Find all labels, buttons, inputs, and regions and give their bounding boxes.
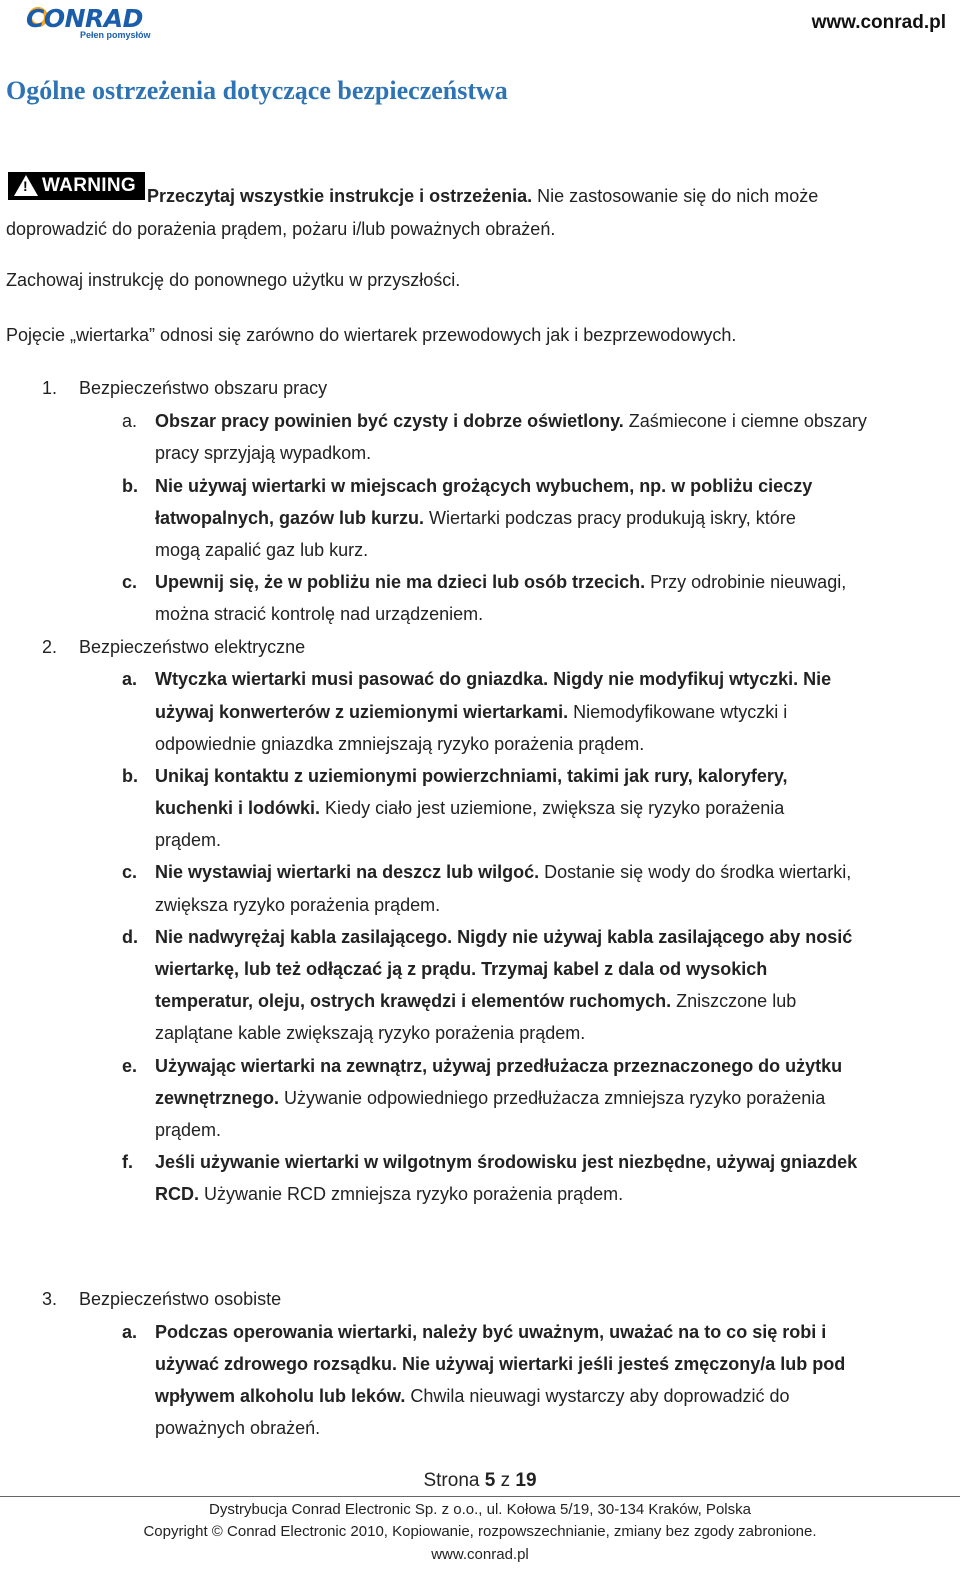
footer-copyright: Copyright © Conrad Electronic 2010, Kopiowanie, rozpowszechnianie, zmiany bez zgody zabronione.	[143, 1523, 817, 1540]
list-item-text: wpływem alkoholu lub leków. Chwila nieuwagi wystarczy aby doprowadzić do	[155, 1386, 790, 1406]
list-item-text: Nie nadwyrężaj kabla zasilającego. Nigdy nie używaj kabla zasilającego aby nosić	[155, 927, 853, 947]
list-item-text: kuchenki i lodówki. Kiedy ciało jest uziemione, zwiększa się ryzyko porażenia	[155, 798, 785, 818]
list-item-text: zewnętrznego. Używanie odpowiedniego przedłużacza zmniejsza ryzyko porażenia	[155, 1088, 826, 1108]
section-heading: Bezpieczeństwo obszaru pracy	[79, 378, 328, 398]
section-number: 2.	[42, 637, 58, 657]
item-letter: c.	[122, 862, 138, 882]
section-number: 3.	[42, 1289, 58, 1309]
item-letter: f.	[122, 1152, 133, 1172]
list-item-text: Wtyczka wiertarki musi pasować do gniazdka. Nigdy nie modyfikuj wtyczki. Nie	[155, 669, 832, 689]
list-item-text: prądem.	[155, 830, 222, 850]
list-item-text: zaplątane kable zwiększają ryzyko porażenia prądem.	[155, 1023, 586, 1043]
list-item-text: pracy sprzyjają wypadkom.	[155, 443, 372, 463]
item-letter: e.	[122, 1056, 138, 1076]
conrad-logo	[22, 4, 151, 40]
list-item-text: Unikaj kontaktu z uziemionymi powierzchniami, takimi jak rury, kaloryfery,	[155, 766, 788, 786]
intro-concept: Pojęcie „wiertarka” odnosi się zarówno do wiertarek przewodowych jak i bezprzewodowych.	[6, 325, 737, 345]
logo-tagline: Pełen pomysłów	[80, 30, 151, 40]
intro-line-1: Przeczytaj wszystkie instrukcje i ostrzeżenia. Nie zastosowanie się do nich może	[147, 186, 819, 206]
list-item-text: poważnych obrażeń.	[155, 1418, 321, 1438]
list-item-text: Używając wiertarki na zewnątrz, używaj przedłużacza przeznaczonego do użytku	[155, 1056, 843, 1076]
list-item-text: łatwopalnych, gazów lub kurzu. Wiertarki podczas pracy produkują iskry, które	[155, 508, 796, 528]
footer-url[interactable]: www.conrad.pl	[431, 1546, 529, 1563]
logo-wordmark: CONRAD	[26, 4, 143, 33]
list-item-text: Nie wystawiaj wiertarki na deszcz lub wilgoć. Dostanie się wody do środka wiertarki,	[155, 862, 852, 882]
item-letter: b.	[122, 766, 138, 786]
list-item-text: zwiększa ryzyko porażenia prądem.	[155, 895, 441, 915]
section-number: 1.	[42, 378, 58, 398]
page-title: Ogólne ostrzeżenia dotyczące bezpieczeństwa	[6, 76, 508, 105]
list-item-text: wiertarkę, lub też odłączać ją z prądu. Trzymaj kabel z dala od wysokich	[155, 959, 768, 979]
list-item-text: używaj konwerterów z uziemionymi wiertarkami. Niemodyfikowane wtyczki i	[155, 702, 788, 722]
item-letter: b.	[122, 476, 138, 496]
list-item-text: Upewnij się, że w pobliżu nie ma dzieci lub osób trzecich. Przy odrobinie nieuwagi,	[155, 572, 847, 592]
list-item-text: Obszar pracy powinien być czysty i dobrze oświetlony. Zaśmiecone i ciemne obszary	[155, 411, 867, 431]
warning-badge: ! WARNING	[8, 172, 145, 200]
intro-line-2: doprowadzić do porażenia prądem, pożaru i/lub poważnych obrażeń.	[6, 219, 556, 239]
list-item-text: mogą zapalić gaz lub kurz.	[155, 540, 369, 560]
item-letter: a.	[122, 1322, 138, 1342]
item-letter: a.	[122, 411, 138, 431]
footer-divider	[0, 1496, 960, 1497]
list-item-text: Podczas operowania wiertarki, należy być uważnym, uważać na to co się robi i	[155, 1322, 827, 1342]
section-heading: Bezpieczeństwo elektryczne	[79, 637, 306, 657]
section-heading: Bezpieczeństwo osobiste	[79, 1289, 282, 1309]
list-item-text: temperatur, oleju, ostrych krawędzi i elementów ruchomych. Zniszczone lub	[155, 991, 797, 1011]
footer-distributor: Dystrybucja Conrad Electronic Sp. z o.o., ul. Kołowa 5/19, 30-134 Kraków, Polska	[209, 1501, 751, 1518]
page-number: Strona 5 z 19	[423, 1470, 537, 1491]
list-item-text: Jeśli używanie wiertarki w wilgotnym środowisku jest niezbędne, używaj gniazdek	[155, 1152, 858, 1172]
item-letter: d.	[122, 927, 138, 947]
list-item-text: RCD. Używanie RCD zmniejsza ryzyko porażenia prądem.	[155, 1184, 624, 1204]
item-letter: c.	[122, 572, 138, 592]
list-item-text: prądem.	[155, 1120, 222, 1140]
list-item-text: można stracić kontrolę nad urządzeniem.	[155, 604, 484, 624]
list-item-text: używać zdrowego rozsądku. Nie używaj wiertarki jeśli jesteś zmęczony/a lub pod	[155, 1354, 846, 1374]
list-item-text: Nie używaj wiertarki w miejscach grożących wybuchem, np. w pobliżu cieczy	[155, 476, 813, 496]
intro-keep: Zachowaj instrukcję do ponownego użytku w przyszłości.	[6, 270, 461, 290]
site-url[interactable]: www.conrad.pl	[811, 12, 946, 33]
item-letter: a.	[122, 669, 138, 689]
list-item-text: odpowiednie gniazdka zmniejszają ryzyko porażenia prądem.	[155, 734, 645, 754]
warning-badge-label: WARNING	[42, 175, 136, 196]
